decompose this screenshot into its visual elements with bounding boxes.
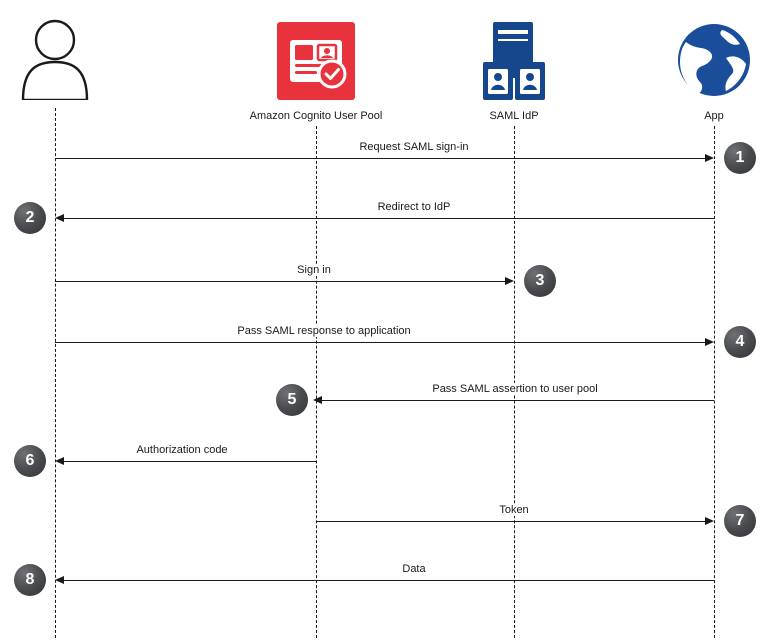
message-line-5 bbox=[322, 400, 714, 401]
app-globe-icon bbox=[674, 20, 754, 105]
lifeline-user bbox=[55, 108, 56, 638]
message-label-1: Request SAML sign-in bbox=[356, 141, 471, 153]
step-badge-7: 7 bbox=[724, 505, 756, 537]
message-line-3 bbox=[55, 281, 505, 282]
message-label-6: Authorization code bbox=[133, 444, 230, 456]
actor-label-app: App bbox=[704, 110, 724, 122]
cognito-user-pool-icon bbox=[277, 22, 355, 105]
user-icon bbox=[19, 18, 91, 105]
step-badge-3: 3 bbox=[524, 265, 556, 297]
step-badge-5: 5 bbox=[276, 384, 308, 416]
step-badge-1: 1 bbox=[724, 142, 756, 174]
arrow-head-8 bbox=[55, 576, 64, 584]
arrow-head-7 bbox=[705, 517, 714, 525]
message-label-4: Pass SAML response to application bbox=[234, 325, 413, 337]
step-badge-8: 8 bbox=[14, 564, 46, 596]
actor-label-cognito: Amazon Cognito User Pool bbox=[249, 110, 383, 122]
arrow-head-4 bbox=[705, 338, 714, 346]
arrow-head-6 bbox=[55, 457, 64, 465]
actor-label-idp: SAML IdP bbox=[489, 110, 539, 122]
lifeline-cognito bbox=[316, 126, 317, 638]
message-label-5: Pass SAML assertion to user pool bbox=[429, 383, 600, 395]
message-label-8: Data bbox=[399, 563, 428, 575]
message-line-4 bbox=[55, 342, 705, 343]
step-badge-2: 2 bbox=[14, 202, 46, 234]
message-label-7: Token bbox=[496, 504, 531, 516]
message-line-2 bbox=[64, 218, 714, 219]
arrow-head-2 bbox=[55, 214, 64, 222]
message-label-3: Sign in bbox=[294, 264, 334, 276]
arrow-head-3 bbox=[505, 277, 514, 285]
lifeline-idp bbox=[514, 126, 515, 638]
saml-idp-icon bbox=[475, 22, 553, 105]
arrow-head-5 bbox=[313, 396, 322, 404]
message-line-8 bbox=[64, 580, 714, 581]
arrow-head-1 bbox=[705, 154, 714, 162]
lifeline-app bbox=[714, 126, 715, 638]
step-badge-6: 6 bbox=[14, 445, 46, 477]
message-line-1 bbox=[55, 158, 705, 159]
message-line-6 bbox=[64, 461, 316, 462]
message-label-2: Redirect to IdP bbox=[375, 201, 454, 213]
message-line-7 bbox=[316, 521, 705, 522]
step-badge-4: 4 bbox=[724, 326, 756, 358]
